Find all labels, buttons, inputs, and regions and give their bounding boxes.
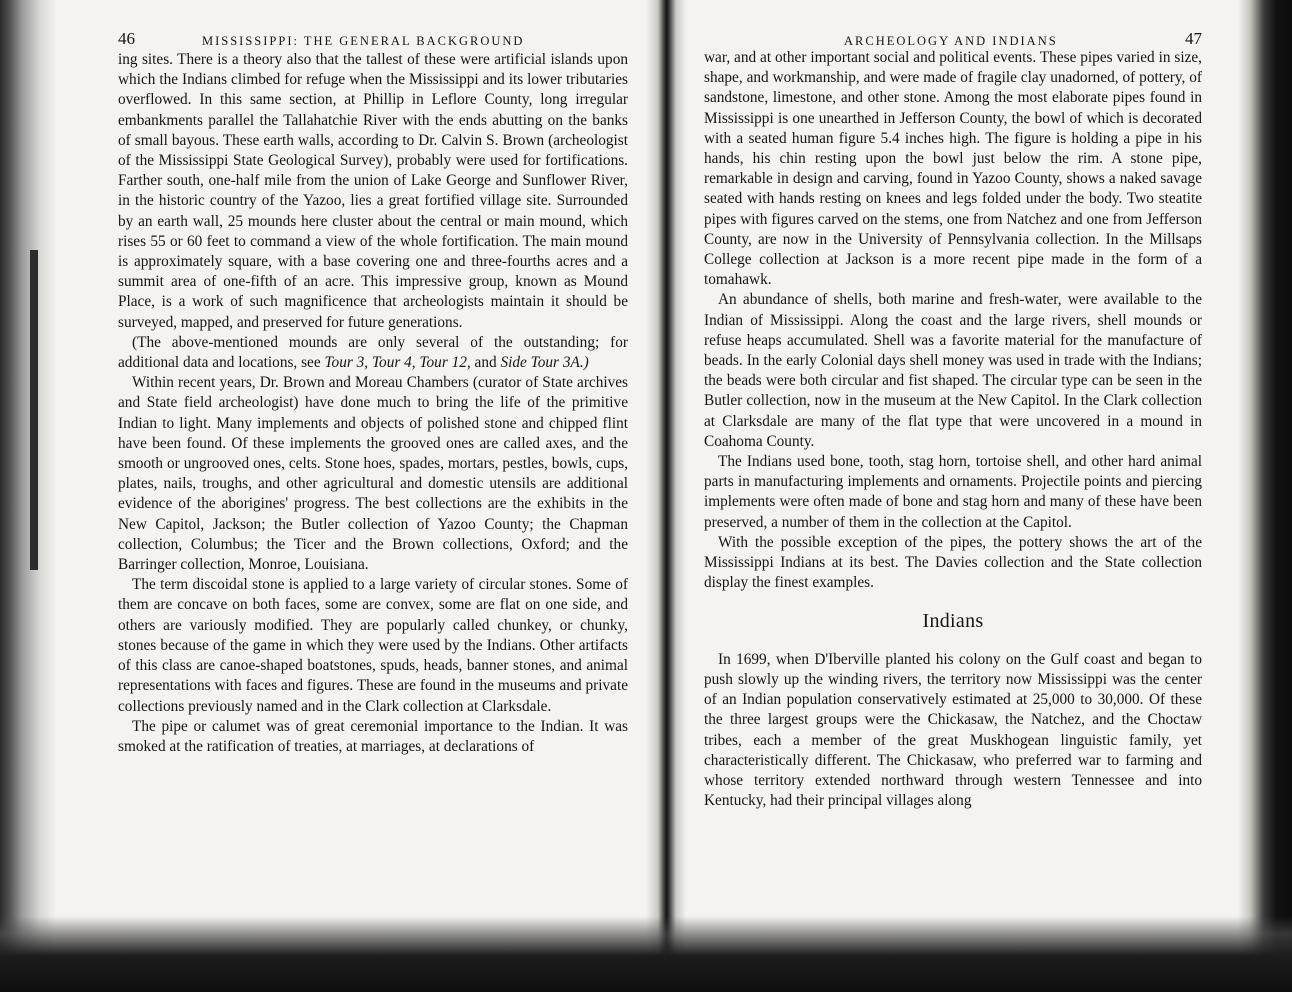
bottom-scan-shadow xyxy=(0,916,1292,992)
paragraph: Within recent years, Dr. Brown and Moreau Chambers (curator of State archives and State field archeologist) have done much to bring the life of the primitive Indian to light. Many implements and objects of polished stone and chipped flint have been found. Of these implements the grooved ones are called axes, and the smooth or ungrooved ones, celts. Stone hoes, spades, mortars, pestles, bowls, cups, plates, nails, troughs, and other agricultural and domestic utensils are additional evidence of the aborigines' progress. The best collections are the exhibits in the New Capitol, Jackson; the Butler collection of Yazoo County; the Chapman collection, Columbus; the Ticer and the Brown collections, Oxford; and the Barringer collection, Monroe, Louisiana. xyxy=(118,374,628,574)
paragraph: The Indians used bone, tooth, stag horn, tortoise shell, and other hard animal parts in manufacturing implements and ornaments. Projectile points and piercing implements were often made of bone and stag horn and many of these have been preserved, a number of them in the collection at the Capitol. xyxy=(704,453,1202,531)
left-body-text xyxy=(118,50,628,757)
right-page-edge-shadow xyxy=(1238,0,1292,992)
paragraph: ing sites. There is a theory also that the tallest of these were artificial islands upon which the Indians climbed for refuge when the Mississippi and its lower tributaries overflowed. In this same section, at Phillip in Leflore County, long irregular embankments parallel the Tallahatchie River with the ends abutting on the banks of small bayous. These earth walls, according to Dr. Calvin S. Brown (archeologist of the Mississippi State Geological Survey), probably were used for fortifications. Farther south, one-half mile from the union of Lake George and Sunflower River, in the historic country of the Yazoo, lies a great fortified village site. Surrounded by an earth wall, 25 mounds here cluster about the central or main mound, which rises 55 or 60 feet to command a view of the whole fortification. The main mound is approximately square, with a base covering one and three-fourths acres and a summit area of one-fifth of an acre. This impressive group, known as Mound Place, is a work of such magnificence that archeologists maintain it should be surveyed, mapped, and preserved for future generations. xyxy=(118,51,628,331)
paragraph: The term discoidal stone is applied to a large variety of circular stones. Some of them are concave on both faces, some are convex, some are flat on one side, and others are variously modified. They are popularly called chunkey, or chunky, stones because of the game in which they were used by the Indians. Other artifacts of this class are canoe-shaped boatstones, spuds, heads, banner stones, and animal representations with faces and figures. These are found in the museums and private collections previously named and in the Clark collection at Clarksdale. xyxy=(118,576,628,715)
paragraph: war, and at other important social and political events. These pipes varied in size, shape, and workmanship, and were made of fragile clay unadorned, of pottery, of sandstone, limestone, and other stone. Among the most elaborate pipes found in Mississippi is one unearthed in Jefferson County, the bowl of which is decorated with a seated human figure 5.4 inches high. The figure is holding a pipe in his hands, his chin resting upon the bowl just below the rim. A stone pipe, remarkable in design and carving, found in Yazoo County, shows a naked savage seated with hands resting on knees and legs folded under the body. Two steatite pipes with figures carved on the stems, one from Natchez and one from Jefferson County, are now in the University of Pennsylvania collection. In the Millsaps College collection at Jackson is a more recent pipe made in the form of a tomahawk. xyxy=(704,49,1202,289)
page-number: 46 xyxy=(118,29,135,48)
running-head-title: ARCHEOLOGY AND INDIANS xyxy=(844,34,1058,48)
book-gutter xyxy=(646,0,686,992)
right-page xyxy=(704,29,1202,811)
paragraph: With the possible exception of the pipes, the pottery shows the art of the Mississippi Indians at its best. The Davies collection and the State collection display the finest examples. xyxy=(704,533,1202,592)
paragraph: An abundance of shells, both marine and fresh-water, were available to the Indian of Mississippi. Along the coast and the large rivers, shell mounds or refuse heaps accumulated. Shell was a favorite material for the manufacture of beads. In the early Colonial days shell money was used in trade with the Indians; the beads were both circular and fist shaped. The circular type can be seen in the Butler collection, now in the museum at the New Capitol. In the Clark collection at Clarksdale are many of the flat type that were uncovered in a mound in Coahoma County. xyxy=(704,291,1202,450)
paragraph: In 1699, when D'Iberville planted his colony on the Gulf coast and began to push slowly up the winding rivers, the territory now Mississippi was the center of an Indian population conservatively estimated at 25,000 to 30,000. Of these the three largest groups were the Chickasaw, the Natchez, and the Choctaw tribes, each a member of the great Muskhogean linguistic family, yet characteristically different. The Chickasaw, who preferred war to farming and whose territory extended northward through western Tennessee and into Kentucky, had their principal villages along xyxy=(704,650,1202,810)
left-page xyxy=(118,29,628,757)
tour-reference-note: (The above-mentioned mounds are only several of the outstanding; for additional data and locations, see Tour 3, Tour 4, Tour 12, and Side Tour 3A.) xyxy=(118,333,628,372)
left-page-edge-shadow xyxy=(0,0,56,992)
right-body-text xyxy=(704,48,1202,811)
page-number: 47 xyxy=(1185,29,1202,48)
right-running-head xyxy=(704,29,1202,54)
paragraph: The pipe or calumet was of great ceremonial importance to the Indian. It was smoked at the ratification of treaties, at marriages, at declarations of xyxy=(118,717,628,755)
running-head-title: MISSISSIPPI: THE GENERAL BACKGROUND xyxy=(202,34,525,48)
section-heading: Indians xyxy=(922,610,984,633)
left-running-head xyxy=(118,29,628,54)
